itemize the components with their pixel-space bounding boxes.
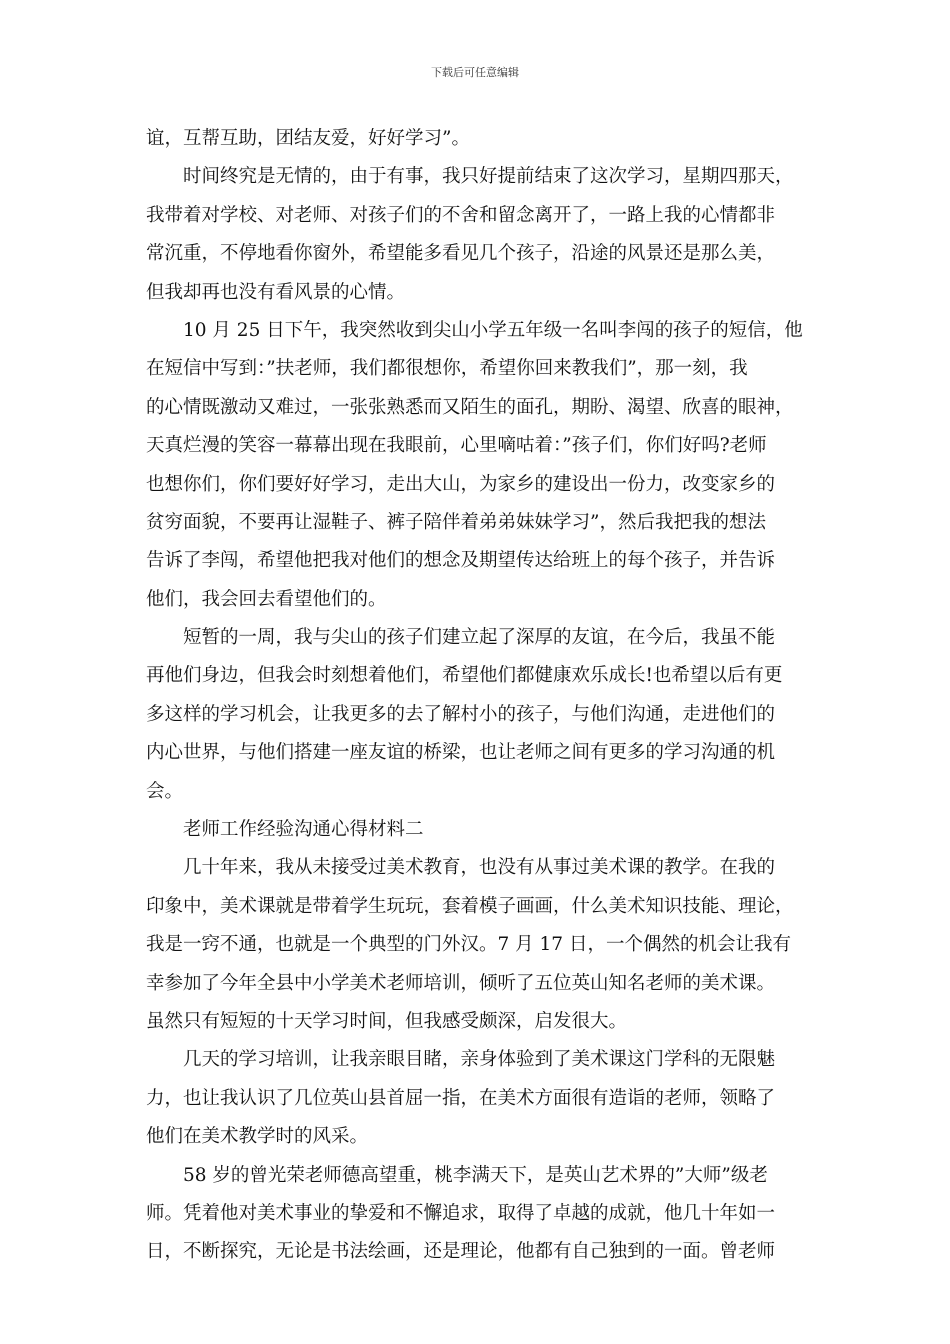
text-line: 多这样的学习机会，让我更多的去了解村小的孩子，与他们沟通，走进他们的: [146, 703, 776, 725]
text-line: 虽然只有短短的十天学习时间，但我感受颇深，启发很大。: [146, 1010, 628, 1032]
text-line: 我带着对学校、对老师、对孩子们的不舍和留念离开了，一路上我的心情都非: [146, 204, 776, 226]
text-line: 但我却再也没有看风景的心情。: [146, 281, 406, 303]
text-line: 常沉重，不停地看你窗外，希望能多看见几个孩子，沿途的风景还是那么美，: [146, 243, 776, 265]
text-line: 师。凭着他对美术事业的挚爱和不懈追求，取得了卓越的成就，他几十年如一: [146, 1202, 776, 1224]
text-line: 在短信中写到：”扶老师，我们都很想你，希望你回来教我们”，那一刻，我: [146, 358, 748, 380]
text-line: 内心世界，与他们搭建一座友谊的桥梁，也让老师之间有更多的学习沟通的机: [146, 742, 776, 764]
text-line: 力，也让我认识了几位英山县首屈一指，在美术方面很有造诣的老师，领略了: [146, 1087, 776, 1109]
document-body: [146, 120, 806, 1272]
text-line: 贫穷面貌，不要再让湿鞋子、裤子陪伴着弟弟妹妹学习”，然后我把我的想法: [146, 511, 766, 533]
text-line: 几十年来，我从未接受过美术教育，也没有从事过美术课的教学。在我的: [183, 857, 776, 879]
text-line: 再他们身边，但我会时刻想着他们，希望他们都健康欢乐成长!也希望以后有更: [146, 665, 783, 687]
text-line: 时间终究是无情的，由于有事，我只好提前结束了这次学习，星期四那天，: [183, 166, 794, 188]
text-line: 短暂的一周，我与尖山的孩子们建立起了深厚的友谊，在今后，我虽不能: [183, 627, 776, 649]
text-line: 也想你们，你们要好好学习，走出大山，为家乡的建设出一份力，改变家乡的: [146, 473, 776, 495]
text-line: 幸参加了今年全县中小学美术老师培训，倾听了五位英山知名老师的美术课。: [146, 972, 776, 994]
text-line: 谊，互帮互助，团结友爱，好好学习”。: [146, 128, 470, 149]
text-line: 他们在美术教学时的风采。: [146, 1126, 369, 1148]
text-line: 告诉了李闯，希望他把我对他们的想念及期望传达给班上的每个孩子，并告诉: [146, 550, 776, 572]
text-line: 印象中，美术课就是带着学生玩玩，套着模子画画，什么美术知识技能、理论，: [146, 895, 794, 917]
text-line: 他们，我会回去看望他们的。: [146, 588, 387, 610]
text-line: 日，不断探究，无论是书法绘画，还是理论，他都有自己独到的一面。曾老师: [146, 1241, 776, 1263]
text-line: 我是一窍不通，也就是一个典型的门外汉。7 月 17 日，一个偶然的机会让我有: [146, 934, 791, 956]
text-line: 的心情既激动又难过，一张张熟悉而又陌生的面孔，期盼、渴望、欣喜的眼神，: [146, 396, 794, 418]
text-line: 58 岁的曾光荣老师德高望重，桃李满天下，是英山艺术界的”大师”级老: [183, 1164, 768, 1186]
text-line: 10 月 25 日下午，我突然收到尖山小学五年级一名叫李闯的孩子的短信，他: [183, 319, 803, 341]
section-heading: 老师工作经验沟通心得材料二: [183, 819, 424, 841]
text-line: 几天的学习培训，让我亲眼目睹，亲身体验到了美术课这门学科的无限魅: [183, 1049, 776, 1071]
text-line: 会。: [146, 780, 184, 802]
page-header-note: 下载后可任意编辑: [431, 66, 519, 79]
text-line: 天真烂漫的笑容一幕幕出现在我眼前，心里嘀咕着：”孩子们，你们好吗?老师: [146, 435, 767, 457]
